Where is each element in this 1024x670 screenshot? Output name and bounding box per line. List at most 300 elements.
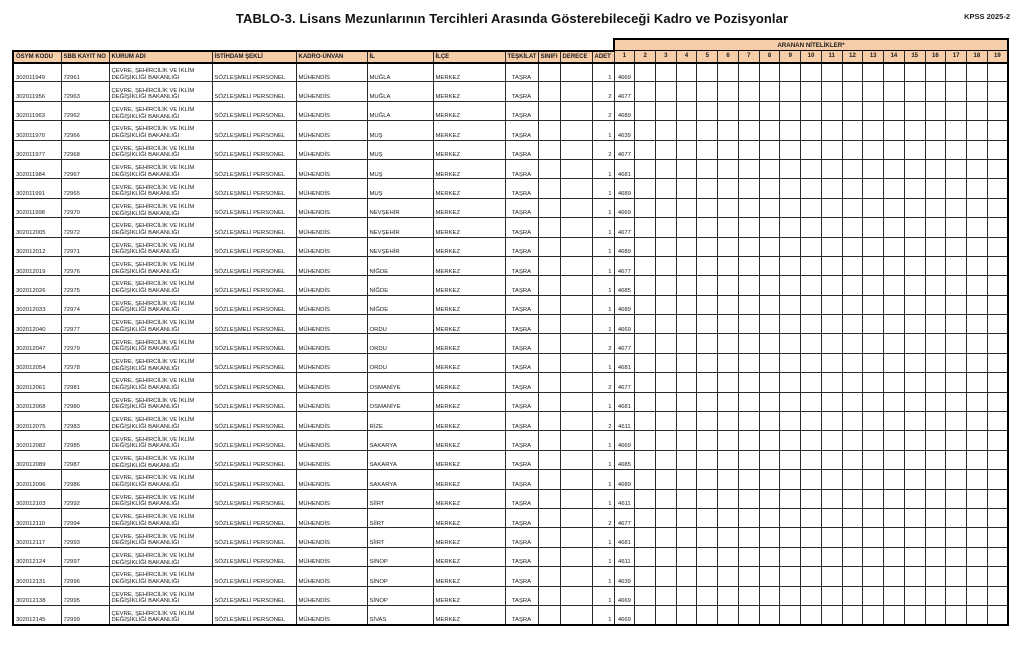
cell [538,140,560,159]
cell [697,353,718,372]
cell [697,431,718,450]
cell [967,508,988,527]
cell: 2 [592,82,614,101]
cell: MERKEZ [433,470,505,489]
cell [655,179,676,198]
cell: MERKEZ [433,179,505,198]
cell [635,63,656,82]
cell: MÜHENDİS [296,470,367,489]
cell: MERKEZ [433,315,505,334]
cell [904,450,925,469]
cell [967,547,988,566]
cell [718,295,739,314]
cell: 1 [592,489,614,508]
cell [538,353,560,372]
cell [987,567,1008,586]
cell: 1 [592,353,614,372]
cell [718,159,739,178]
cell [863,450,884,469]
cell: ÇEVRE, ŞEHİRCİLİK VE İKLİM DEĞİŞİKLİĞİ BAKANLIĞI [109,295,212,314]
cell [821,295,842,314]
cell: SÖZLEŞMELİ PERSONEL [212,547,296,566]
cell [676,82,697,101]
cell [925,470,946,489]
table-body [13,63,1008,625]
cell [904,101,925,120]
cell [676,121,697,140]
cell [925,586,946,605]
cell [925,198,946,217]
cell: MUŞ [367,140,433,159]
cell [697,140,718,159]
cell [676,256,697,275]
cell [718,198,739,217]
cell: 302012061 [13,373,61,392]
table-row [13,547,1008,566]
cell: MÜHENDİS [296,237,367,256]
cell [884,412,905,431]
cell [904,218,925,237]
cell: 1 [592,276,614,295]
cell [863,159,884,178]
cell [925,101,946,120]
cell [635,218,656,237]
cell [560,63,592,82]
cell [676,198,697,217]
cell: 1 [592,586,614,605]
cell: MERKEZ [433,101,505,120]
cell: ÇEVRE, ŞEHİRCİLİK VE İKLİM DEĞİŞİKLİĞİ BAKANLIĞI [109,218,212,237]
cell [967,528,988,547]
cell [946,218,967,237]
cell: 4669 [614,586,635,605]
cell [801,179,822,198]
cell [842,528,863,547]
column-header: 4 [676,51,697,63]
cell [987,159,1008,178]
cell: ÇEVRE, ŞEHİRCİLİK VE İKLİM DEĞİŞİKLİĞİ BAKANLIĞI [109,315,212,334]
cell [904,605,925,624]
cell [821,567,842,586]
cell [738,237,759,256]
cell [655,392,676,411]
cell [560,121,592,140]
cell [560,470,592,489]
cell [967,334,988,353]
cell [538,373,560,392]
cell [718,315,739,334]
cell: TAŞRA [505,198,538,217]
cell [655,237,676,256]
cell [821,159,842,178]
cell [801,353,822,372]
cell [904,121,925,140]
cell [904,198,925,217]
cell [635,315,656,334]
cell: 302012005 [13,218,61,237]
cell: MERKEZ [433,121,505,140]
cell: 72977 [61,315,109,334]
cell [987,412,1008,431]
cell: 2 [592,334,614,353]
cell [863,63,884,82]
cell [884,276,905,295]
cell [801,82,822,101]
cell: MÜHENDİS [296,334,367,353]
cell [967,179,988,198]
column-header: 6 [718,51,739,63]
cell [925,237,946,256]
cell [821,82,842,101]
cell [738,334,759,353]
cell: TAŞRA [505,315,538,334]
cell: MÜHENDİS [296,101,367,120]
cell [946,392,967,411]
cell [863,256,884,275]
cell: ÇEVRE, ŞEHİRCİLİK VE İKLİM DEĞİŞİKLİĞİ BAKANLIĞI [109,508,212,527]
cell [987,586,1008,605]
cell [738,218,759,237]
cell [780,353,801,372]
cell: MÜHENDİS [296,412,367,431]
cell [538,489,560,508]
cell [967,82,988,101]
cell [655,605,676,624]
cell [967,567,988,586]
cell [655,489,676,508]
cell [676,470,697,489]
cell [863,334,884,353]
cell [676,140,697,159]
cell: SÖZLEŞMELİ PERSONEL [212,159,296,178]
cell [967,412,988,431]
cell [560,489,592,508]
cell: 302012138 [13,586,61,605]
cell [967,392,988,411]
cell: MERKEZ [433,159,505,178]
cell [925,159,946,178]
cell: SÖZLEŞMELİ PERSONEL [212,334,296,353]
cell [863,101,884,120]
cell [560,256,592,275]
cell [560,101,592,120]
cell [676,179,697,198]
cell: MERKEZ [433,237,505,256]
cell [987,276,1008,295]
cell [655,63,676,82]
cell [738,276,759,295]
cell [697,82,718,101]
cell [884,140,905,159]
cell [560,82,592,101]
cell [655,412,676,431]
cell [842,276,863,295]
cell [718,392,739,411]
cell: MERKEZ [433,218,505,237]
cell [635,276,656,295]
cell [987,489,1008,508]
column-header: 5 [697,51,718,63]
cell [863,353,884,372]
cell [780,101,801,120]
cell: MERKEZ [433,276,505,295]
cell [538,528,560,547]
cell: ÇEVRE, ŞEHİRCİLİK VE İKLİM DEĞİŞİKLİĞİ BAKANLIĞI [109,528,212,547]
cell [801,392,822,411]
cell: SÖZLEŞMELİ PERSONEL [212,431,296,450]
cell: MERKEZ [433,82,505,101]
cell [655,315,676,334]
cell [560,586,592,605]
cell [987,470,1008,489]
cell [635,605,656,624]
cell: MERKEZ [433,508,505,527]
cell [718,373,739,392]
cell [738,295,759,314]
cell [904,373,925,392]
column-header: 16 [925,51,946,63]
cell [538,121,560,140]
cell: 302012131 [13,567,61,586]
cell [560,315,592,334]
cell [801,470,822,489]
column-header: ÖSYM KODU [13,51,61,63]
cell [967,353,988,372]
cell [987,218,1008,237]
cell [780,528,801,547]
cell [635,470,656,489]
cell: 4681 [614,353,635,372]
cell [538,179,560,198]
cell [780,586,801,605]
cell [863,218,884,237]
cell [863,121,884,140]
cell [842,140,863,159]
cell: RİZE [367,412,433,431]
cell [560,237,592,256]
cell [842,218,863,237]
page-title: TABLO-3. Lisans Mezunlarının Tercihleri Arasında Gösterebileceği Kadro ve Pozisyonlar [235,11,789,26]
qualifications-band: ARANAN NİTELİKLER* [614,39,1008,51]
cell [821,373,842,392]
cell: MERKEZ [433,140,505,159]
cell [842,63,863,82]
cell [801,63,822,82]
cell: TAŞRA [505,179,538,198]
cell [821,315,842,334]
cell: TAŞRA [505,218,538,237]
cell: 72992 [61,489,109,508]
cell [904,586,925,605]
cell [904,63,925,82]
cell [780,276,801,295]
cell [925,256,946,275]
cell: MERKEZ [433,431,505,450]
cell [759,295,780,314]
cell: SÖZLEŞMELİ PERSONEL [212,295,296,314]
cell [967,605,988,624]
cell: TAŞRA [505,567,538,586]
cell: 2 [592,373,614,392]
cell: 1 [592,528,614,547]
cell [842,179,863,198]
cell [946,450,967,469]
cell: ÇEVRE, ŞEHİRCİLİK VE İKLİM DEĞİŞİKLİĞİ BAKANLIĞI [109,547,212,566]
cell [967,218,988,237]
cell [821,470,842,489]
cell [946,121,967,140]
cell: SÖZLEŞMELİ PERSONEL [212,605,296,624]
cell [738,101,759,120]
cell: 4677 [614,334,635,353]
cell [987,179,1008,198]
cell [635,489,656,508]
cell [842,567,863,586]
cell: MERKEZ [433,567,505,586]
cell [801,101,822,120]
cell: 1 [592,218,614,237]
table-row [13,179,1008,198]
cell [780,334,801,353]
cell [635,450,656,469]
cell [863,528,884,547]
cell [560,528,592,547]
cell [718,586,739,605]
cell [946,276,967,295]
column-header: İL [367,51,433,63]
cell [560,218,592,237]
cell [925,412,946,431]
cell [655,82,676,101]
cell [821,353,842,372]
cell [842,198,863,217]
cell [904,508,925,527]
cell: 302012047 [13,334,61,353]
cell: SÖZLEŞMELİ PERSONEL [212,412,296,431]
cell: 72962 [61,101,109,120]
cell: 302012089 [13,450,61,469]
cell [655,334,676,353]
cell [967,373,988,392]
cell: 4677 [614,373,635,392]
cell: MERKEZ [433,586,505,605]
cell [884,82,905,101]
cell: MÜHENDİS [296,140,367,159]
cell: 4611 [614,412,635,431]
cell: TAŞRA [505,547,538,566]
cell [884,450,905,469]
cell [925,567,946,586]
cell [801,489,822,508]
cell [801,198,822,217]
cell [697,528,718,547]
cell [697,101,718,120]
cell [987,82,1008,101]
cell [635,431,656,450]
cell [904,256,925,275]
cell: MÜHENDİS [296,450,367,469]
cell: SİİRT [367,528,433,547]
cell: 4681 [614,392,635,411]
cell: NEVŞEHİR [367,218,433,237]
cell: TAŞRA [505,237,538,256]
cell [655,159,676,178]
cell [821,334,842,353]
cell: ÇEVRE, ŞEHİRCİLİK VE İKLİM DEĞİŞİKLİĞİ BAKANLIĞI [109,392,212,411]
cell: TAŞRA [505,450,538,469]
cell: TAŞRA [505,101,538,120]
cell [780,121,801,140]
cell: SÖZLEŞMELİ PERSONEL [212,237,296,256]
cell [863,431,884,450]
cell [821,605,842,624]
cell [904,159,925,178]
cell: 4639 [614,567,635,586]
cell: 72961 [61,63,109,82]
cell [676,605,697,624]
table-row [13,586,1008,605]
cell: 72995 [61,586,109,605]
cell: 302012019 [13,256,61,275]
cell: ÇEVRE, ŞEHİRCİLİK VE İKLİM DEĞİŞİKLİĞİ BAKANLIĞI [109,63,212,82]
cell [697,489,718,508]
cell [842,470,863,489]
cell [801,431,822,450]
cell [676,315,697,334]
cell [759,140,780,159]
cell [718,547,739,566]
cell [697,373,718,392]
cell [987,508,1008,527]
cell [987,140,1008,159]
table-row [13,489,1008,508]
cell [946,431,967,450]
cell [946,237,967,256]
cell [821,101,842,120]
cell [946,63,967,82]
cell: TAŞRA [505,82,538,101]
cell [738,431,759,450]
cell [759,392,780,411]
cell [863,392,884,411]
cell [842,373,863,392]
cell [987,353,1008,372]
cell: ÇEVRE, ŞEHİRCİLİK VE İKLİM DEĞİŞİKLİĞİ BAKANLIĞI [109,605,212,624]
cell [863,237,884,256]
cell: TAŞRA [505,412,538,431]
cell: SÖZLEŞMELİ PERSONEL [212,567,296,586]
cell [842,508,863,527]
cell: NEVŞEHİR [367,198,433,217]
table-row [13,334,1008,353]
cell: 302011949 [13,63,61,82]
cell [718,140,739,159]
cell [676,295,697,314]
cell [697,450,718,469]
cell [676,218,697,237]
cell [560,392,592,411]
cell [967,315,988,334]
cell: 72978 [61,353,109,372]
cell [780,159,801,178]
cell [967,63,988,82]
cell [946,334,967,353]
positions-table [12,38,1009,626]
cell [987,121,1008,140]
table-row [13,198,1008,217]
table-row [13,567,1008,586]
cell: 302012145 [13,605,61,624]
